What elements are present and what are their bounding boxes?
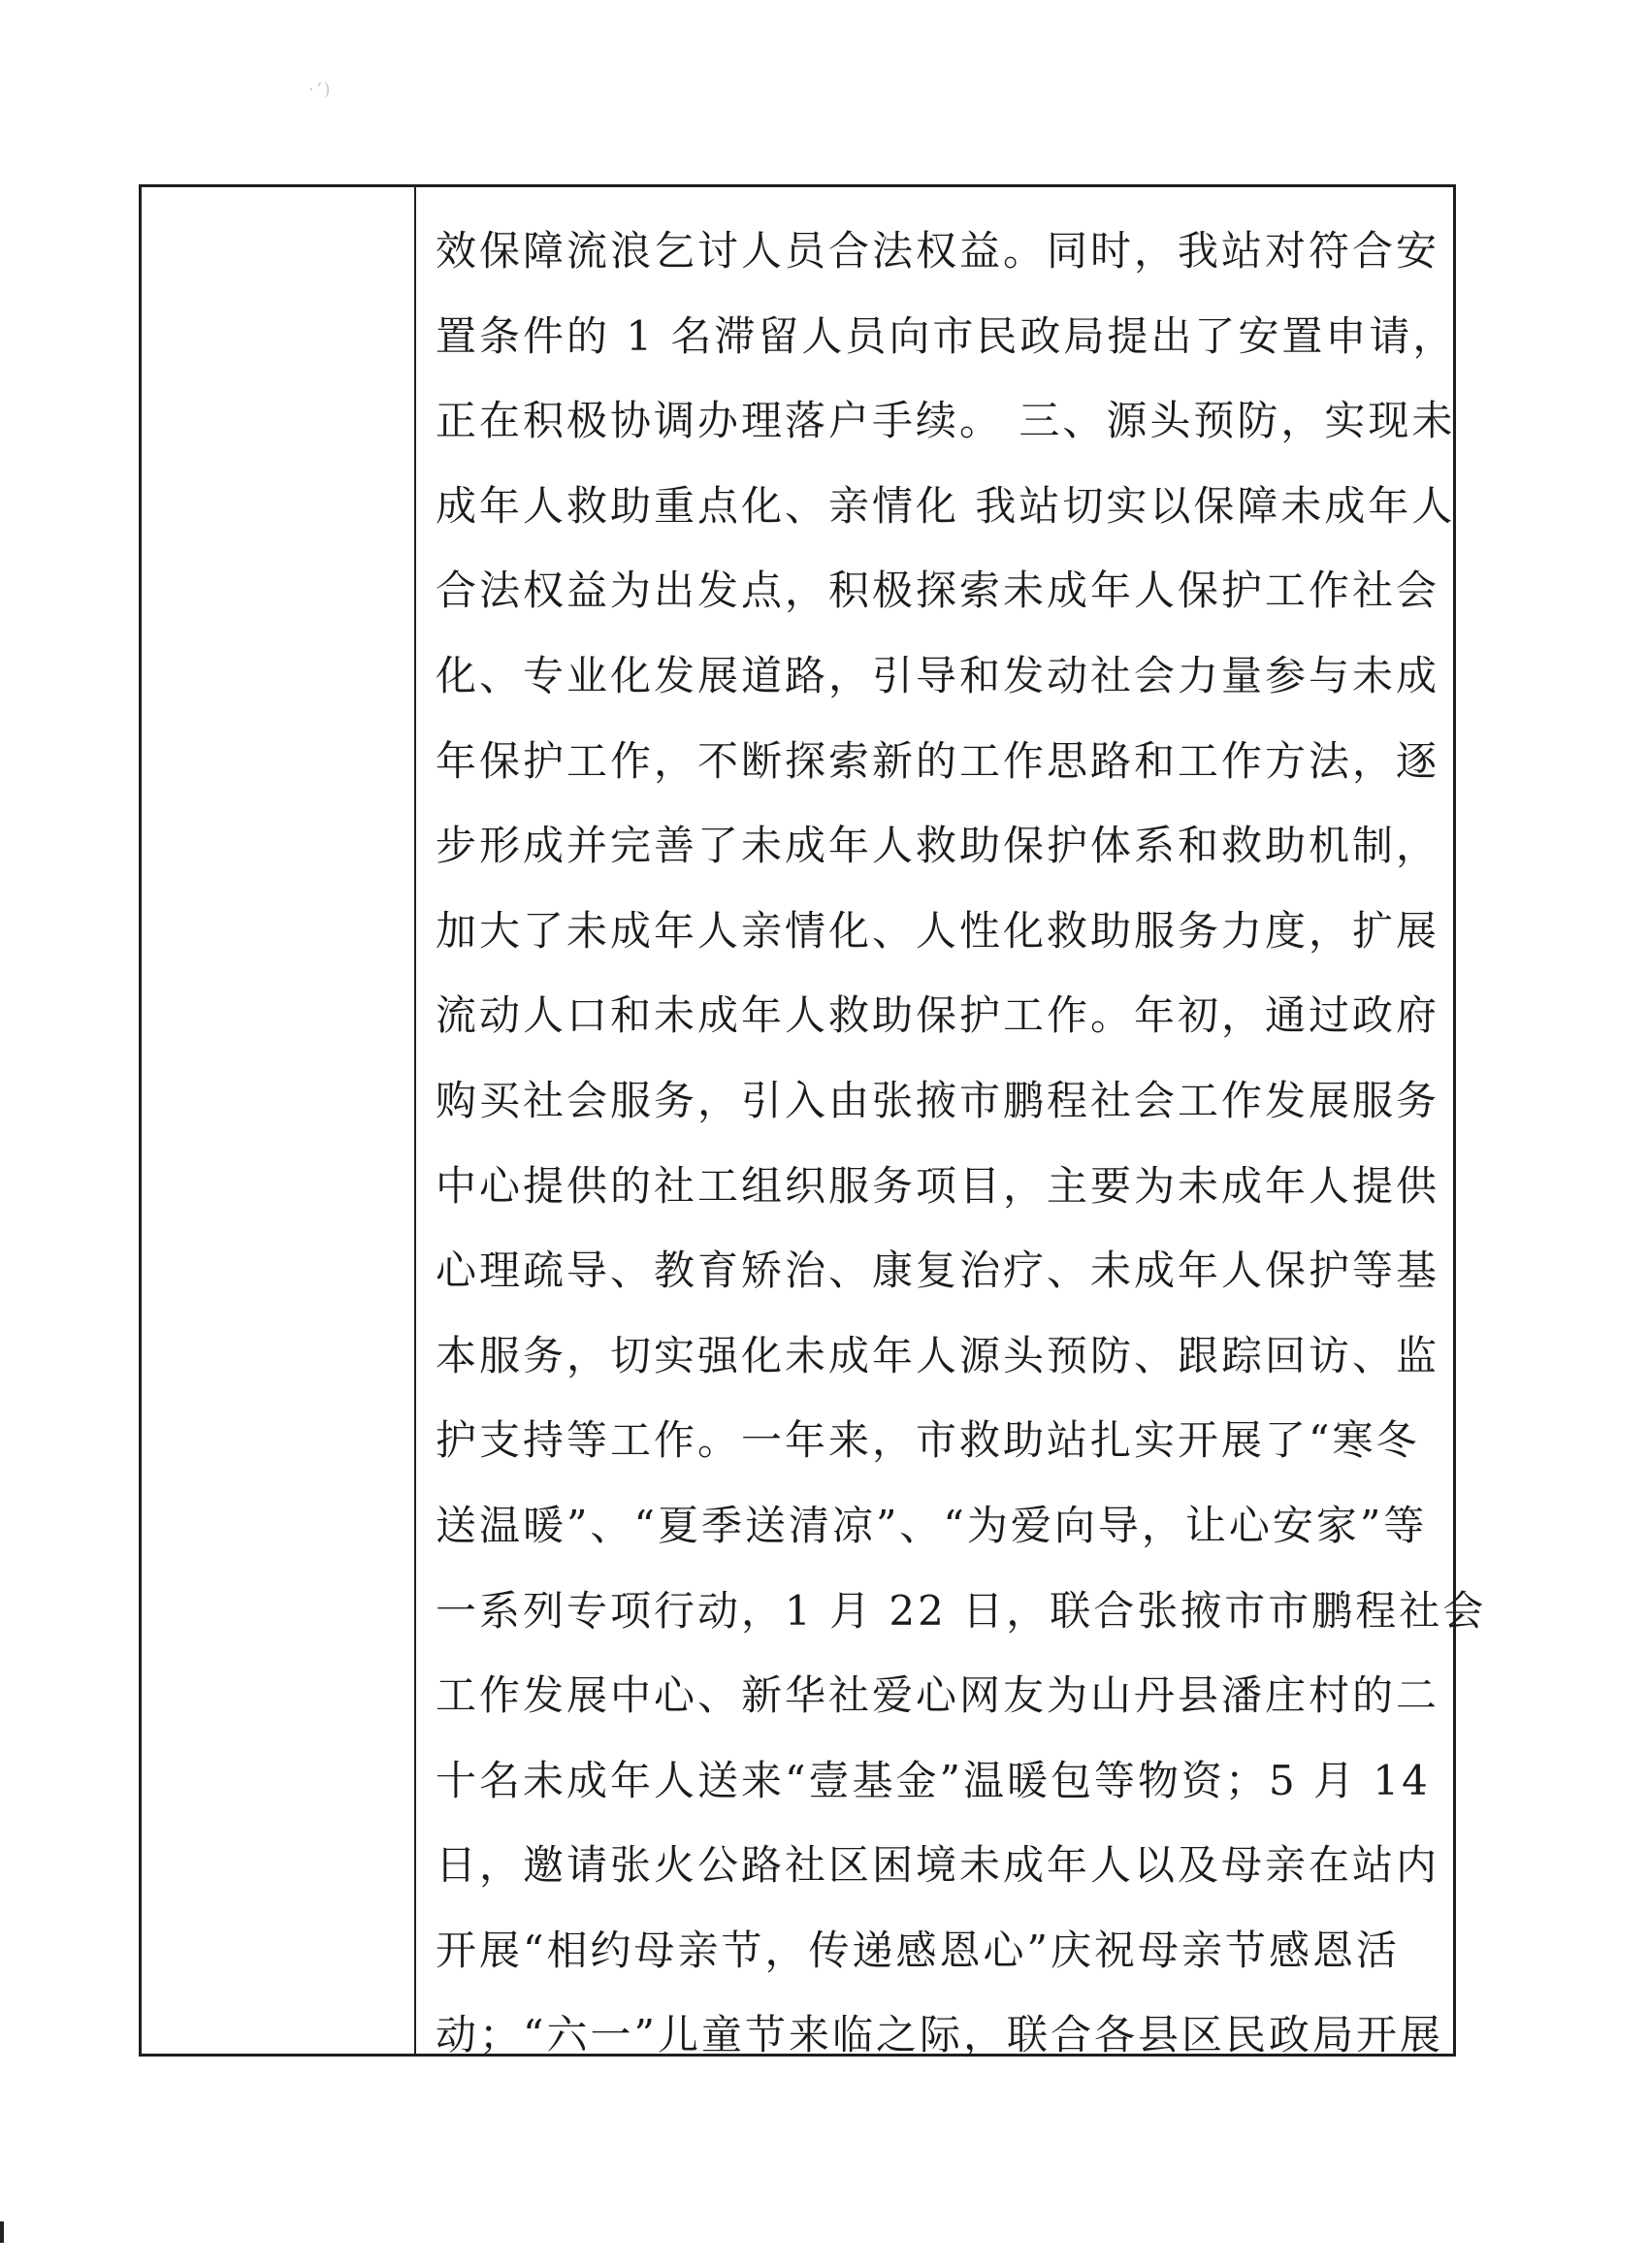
label-column-empty (142, 187, 416, 2054)
text-line: 送温暖”、“夏季送清凉”、“为爱向导，让心安家”等 (436, 1501, 1428, 1549)
text-line: 步形成并完善了未成年人救助保护体系和救助机制， (436, 822, 1440, 870)
text-line: 化、专业化发展道路，引导和发动社会力量参与未成 (436, 651, 1440, 699)
text-line: 动；“六一”儿童节来临之际，联合各县区民政局开展 (436, 2011, 1443, 2059)
text-line: 开展“相约母亲节，传递感恩心”庆祝母亲节感恩活 (436, 1926, 1400, 1974)
text-line: 合法权益为出发点，积极探索未成年人保护工作社会 (436, 567, 1440, 615)
text-line: 加大了未成年人亲情化、人性化救助服务力度，扩展 (436, 906, 1440, 955)
text-line: 本服务，切实强化未成年人源头预防、跟踪回访、监 (436, 1331, 1440, 1379)
text-line: 十名未成年人送来“壹基金”温暖包等物资；5 月 14 (436, 1756, 1431, 1804)
text-line: 置条件的 1 名滞留人员向市民政局提出了安置申请， (436, 311, 1457, 360)
text-line: 流动人口和未成年人救助保护工作。年初，通过政府 (436, 991, 1440, 1040)
text-line: 正在积极协调办理落户手续。 三、源头预防，实现未 (436, 397, 1456, 445)
report-table (139, 184, 1487, 2059)
text-line: 成年人救助重点化、亲情化 我站切实以保障未成年人 (436, 481, 1456, 530)
text-line: 一系列专项行动，1 月 22 日，联合张掖市市鹏程社会 (436, 1586, 1487, 1635)
text-line: 工作发展中心、新华社爱心网友为山丹县潘庄村的二 (436, 1671, 1440, 1720)
text-line: 年保护工作，不断探索新的工作思路和工作方法，逐 (436, 736, 1440, 785)
text-line: 日，邀请张火公路社区困境未成年人以及母亲在站内 (436, 1841, 1440, 1890)
text-line: 效保障流浪乞讨人员合法权益。同时，我站对符合安 (436, 227, 1440, 275)
scan-edge-mark (0, 2221, 4, 2243)
text-line: 购买社会服务，引入由张掖市鹏程社会工作发展服务 (436, 1076, 1440, 1124)
text-line: 护支持等工作。一年来，市救助站扎实开展了“寒冬 (436, 1416, 1420, 1465)
text-line: 中心提供的社工组织服务项目，主要为未成年人提供 (436, 1161, 1440, 1210)
content-column (416, 187, 1487, 2059)
scan-artifact: ·ʼ) (308, 80, 333, 100)
text-line: 心理疏导、教育矫治、康复治疗、未成年人保护等基 (436, 1247, 1440, 1295)
